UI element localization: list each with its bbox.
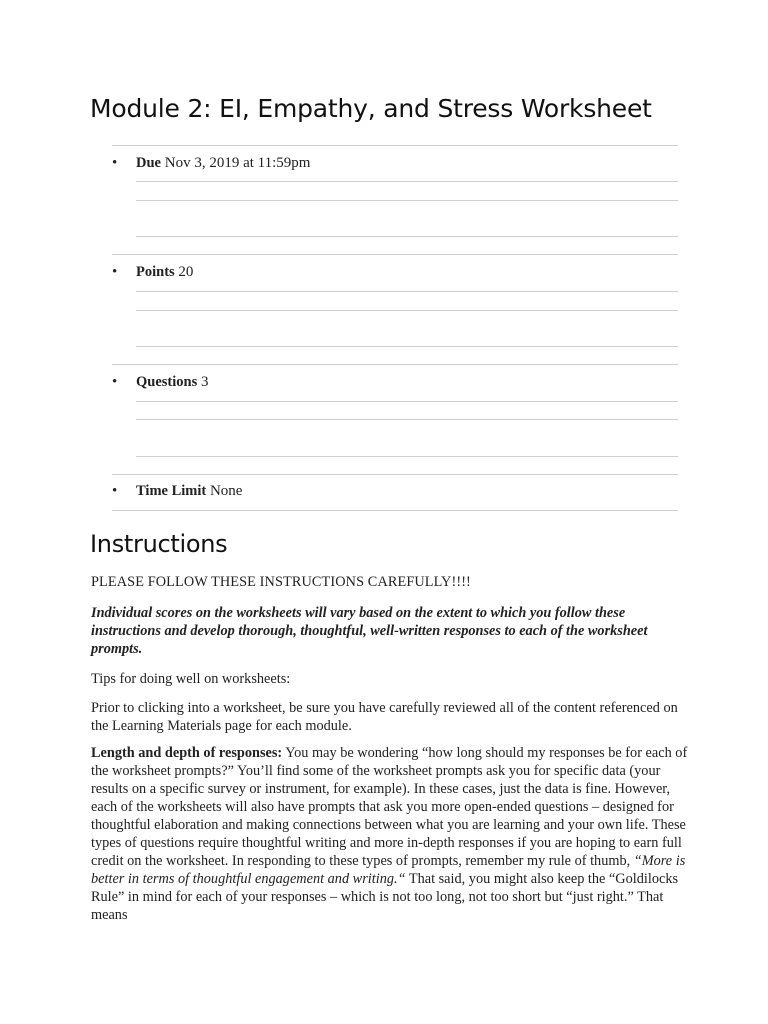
due-value: Nov 3, 2019 at 11:59pm [164,155,311,171]
instructions-emphasis: Individual scores on the worksheets will vary based on the extent to which you follow these instructions and develop thorough, thoughtful, well-written responses to each of the worksheet prompts. [91,605,648,657]
divider [112,474,678,475]
length-label: Length and depth of responses: [91,745,283,761]
instructions-length [91,744,691,924]
divider [136,310,678,311]
meta-points [112,264,193,281]
page-title: Module 2: EI, Empathy, and Stress Worksheet [90,94,652,123]
bullet-icon: • [112,264,118,280]
instructions-tips: Tips for doing well on worksheets: [91,671,291,687]
meta-due [112,155,310,172]
divider [136,181,678,182]
meta-questions [112,374,209,391]
length-text-1: You may be wondering “how long should my responses be for each of the worksheet prompts?” You’ll find some of the worksheet prompts ask you for specific data (your results on a specific survey or instrument, for example). In these cases, just the data is fine. However, each of the worksheets will also have prompts that ask you more open-ended questions – designed for thoughtful elaboration and making connections between what you are learning and your own life. These types of questions require thoughtful writing and more in-depth responses if you are hoping to earn full credit on the worksheet. In responding to these types of prompts, remember my rule of thumb, [91,745,688,869]
divider [136,346,678,347]
due-label: Due [136,155,161,171]
divider [136,401,678,402]
instructions-heading: Instructions [90,530,228,558]
length-text-2: That said, you might also keep the “Goldilocks Rule” in mind for each of your responses – which is not too long, not too short but “just right.” That means [91,871,679,923]
time-limit-label: Time Limit [136,483,207,499]
divider [136,236,678,237]
points-label: Points [136,264,175,280]
divider [112,145,678,146]
divider [112,364,678,365]
questions-label: Questions [136,374,198,390]
bullet-icon: • [112,374,118,390]
questions-value: 3 [201,374,209,390]
bullet-icon: • [112,483,118,499]
divider [112,254,678,255]
points-value: 20 [178,264,194,280]
divider [136,291,678,292]
divider [136,200,678,201]
divider [112,510,678,511]
divider [136,456,678,457]
time-limit-value: None [209,483,243,499]
length-quote: “More is better in terms of thoughtful engagement and writing.“ [91,853,686,887]
bullet-icon: • [112,155,118,171]
meta-time-limit [112,483,242,500]
divider [136,419,678,420]
instructions-caps-line: PLEASE FOLLOW THESE INSTRUCTIONS CAREFULLY!!!! [91,574,471,590]
instructions-prior: Prior to clicking into a worksheet, be sure you have carefully reviewed all of the content referenced on the Learning Materials page for each module. [91,700,678,734]
